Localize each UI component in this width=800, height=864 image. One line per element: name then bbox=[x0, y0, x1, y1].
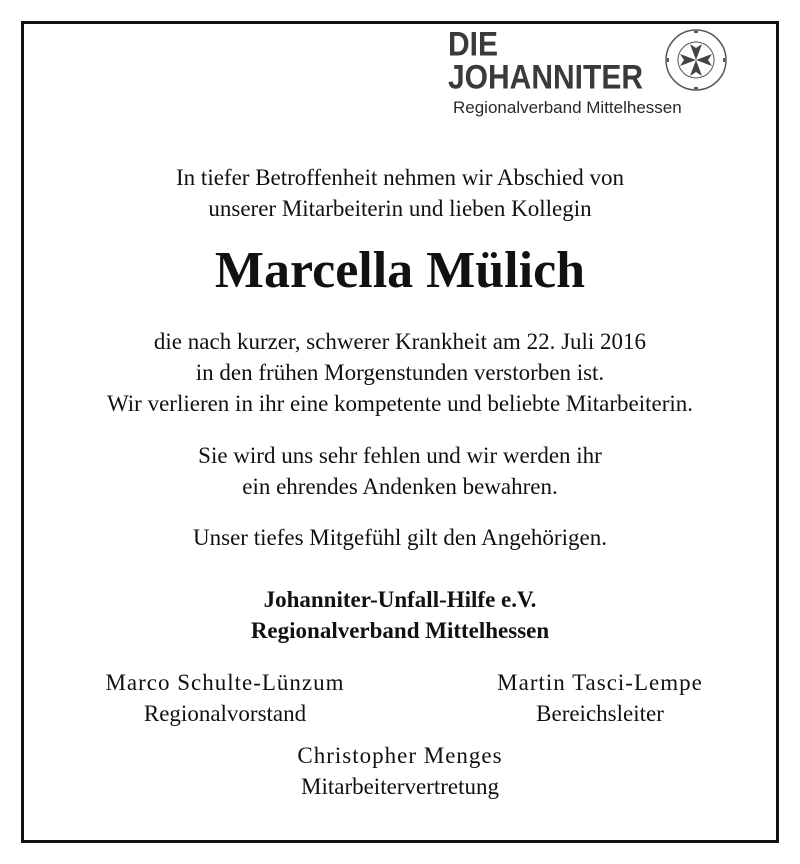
signatory-center bbox=[230, 741, 570, 803]
deceased-name: Marcella Mülich bbox=[214, 242, 586, 299]
intro-text bbox=[0, 162, 800, 224]
logo-line-johanniter: JOHANNITER bbox=[448, 58, 644, 97]
details-line: Wir verlieren in ihr eine kompetente und beliebte Mitarbeiterin. bbox=[107, 391, 693, 416]
remembrance-text bbox=[0, 440, 800, 502]
signatory-role: Bereichsleiter bbox=[536, 701, 664, 726]
signatory-name: Marco Schulte-Lünzum bbox=[105, 670, 345, 695]
organization-block bbox=[0, 584, 800, 646]
remembrance-line: Sie wird uns sehr fehlen und wir werden ihr bbox=[198, 443, 602, 468]
organization-name: Johanniter-Unfall-Hilfe e.V. bbox=[263, 587, 537, 612]
details-line: in den frühen Morgenstunden verstorben ist. bbox=[195, 360, 605, 385]
maltese-cross-icon bbox=[664, 28, 728, 92]
organization-region: Regionalverband Mittelhessen bbox=[250, 618, 550, 643]
intro-line: unserer Mitarbeiterin und lieben Kollegin bbox=[208, 196, 592, 221]
signatory-role: Mitarbeitervertretung bbox=[301, 774, 499, 799]
logo-subtitle: Regionalverband Mittelhessen bbox=[453, 98, 682, 117]
details-text bbox=[0, 326, 800, 419]
signatory-left bbox=[55, 668, 395, 730]
logo-line-die: DIE bbox=[448, 25, 499, 64]
condolence-text bbox=[0, 522, 800, 553]
intro-line: In tiefer Betroffenheit nehmen wir Abschied von bbox=[176, 165, 624, 190]
remembrance-line: ein ehrendes Andenken bewahren. bbox=[242, 474, 558, 499]
signatory-role: Regionalvorstand bbox=[143, 701, 307, 726]
signatory-name: Christopher Menges bbox=[297, 743, 503, 768]
details-line: die nach kurzer, schwerer Krankheit am 22. Juli 2016 bbox=[153, 329, 647, 354]
johanniter-logo bbox=[448, 25, 738, 128]
signatory-name: Martin Tasci-Lempe bbox=[497, 670, 703, 695]
signatory-right bbox=[430, 668, 770, 730]
condolence-line: Unser tiefes Mitgefühl gilt den Angehörigen. bbox=[193, 525, 607, 550]
